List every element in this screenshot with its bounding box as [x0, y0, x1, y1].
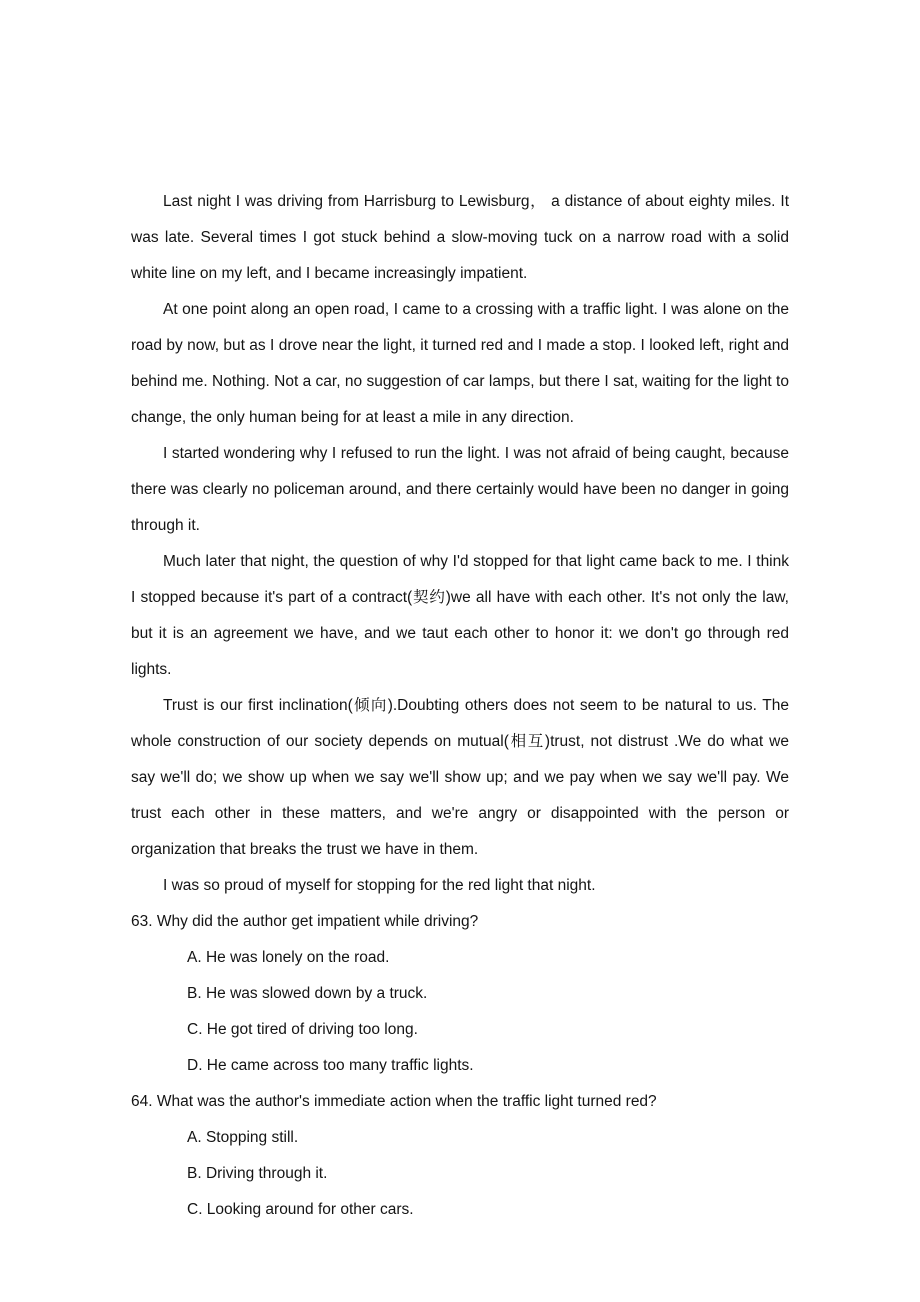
passage-paragraph: I started wondering why I refused to run the light. I was not afraid of being caught, because there was clearly no policeman around, and there certainly would have been no danger in going through it.: [131, 445, 789, 534]
passage-paragraph: Trust is our first inclination(倾向).Doubting others does not seem to be natural to us. The whole construction of our society depends on mutual(相互)trust, not distrust .We do what we say we'll do; we show up when we say we'll show up; and we pay when we say we'll pay. We trust each other in these matters, and we're angry or disappointed with the person or organization that breaks the trust we have in them.: [131, 697, 789, 858]
answer-option-63-b: B. He was slowed down by a truck.: [187, 985, 428, 1002]
answer-option-64-a: A. Stopping still.: [187, 1129, 299, 1146]
question-text: What was the author's immediate action when the traffic light turned red?: [156, 1093, 657, 1110]
passage-paragraph: At one point along an open road, I came to a crossing with a traffic light. I was alone on the road by now, but as I drove near the light, it turned red and I made a stop. I looked left, right and behind me. Nothing. Not a car, no suggestion of car lamps, but there I sat, waiting for the light to change, the only human being for at least a mile in any direction.: [131, 301, 789, 426]
passage-paragraph: Last night I was driving from Harrisburg to Lewisburg， a distance of about eighty miles. It was late. Several times I got stuck behind a slow-moving tuck on a narrow road with a solid white line on my left, and I became increasingly impatient.: [131, 193, 789, 282]
answer-option-63-a: A. He was lonely on the road.: [187, 949, 390, 966]
question-number: 64.: [131, 1093, 153, 1110]
question-number: 63.: [131, 913, 153, 930]
passage-paragraph: Much later that night, the question of why I'd stopped for that light came back to me. I think I stopped because it's part of a contract(契约)we all have with each other. It's not only the law, but it is an agreement we have, and we taut each other to honor it: we don't go through red lights.: [131, 553, 789, 678]
passage-paragraph: I was so proud of myself for stopping for the red light that night.: [163, 877, 596, 894]
answer-option-63-c: C. He got tired of driving too long.: [187, 1021, 418, 1038]
answer-option-63-d: D. He came across too many traffic lights.: [187, 1057, 474, 1074]
question-text: Why did the author get impatient while driving?: [156, 913, 479, 930]
question-64: [131, 1084, 789, 1120]
answer-option-64-c: C. Looking around for other cars.: [187, 1201, 414, 1218]
question-63: [131, 904, 789, 940]
answer-option-64-b: B. Driving through it.: [187, 1165, 328, 1182]
